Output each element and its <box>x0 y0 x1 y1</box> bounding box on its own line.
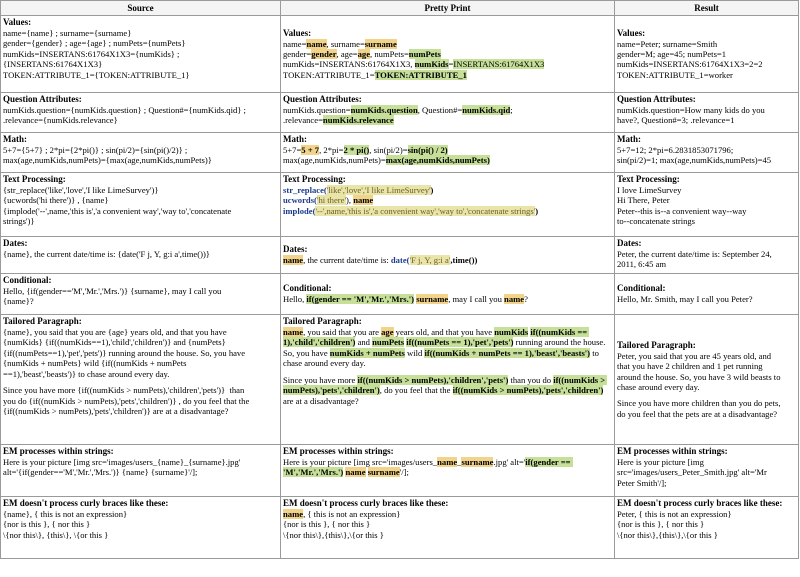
em-result-line: src='images/users_Peter_Smith.jpg' alt='Mr <box>617 467 767 478</box>
variable-token: INSERTANS:61764X1X3 <box>453 59 545 70</box>
header-source: Source <box>1 1 281 16</box>
plain-text: than you do <box>508 374 554 385</box>
curly-source-line: \{nor this\}, {this\}, \{or this } <box>3 529 109 540</box>
em-result-cell <box>615 445 799 497</box>
math-pretty-cell <box>281 133 615 173</box>
tailored-source-line: {numKids} {if((numKids==1),'child','children')} and {numPets} <box>3 337 226 348</box>
variable-token: name <box>345 467 366 478</box>
em-result-line: Here is your picture [img <box>617 456 704 467</box>
text-source-cell <box>1 173 281 237</box>
em-source-line: Here is your picture [img src='images/users_{name}_{surname}.jpg' <box>3 456 241 467</box>
variable-token: age <box>381 326 394 337</box>
text-label: Text Processing: <box>617 174 680 184</box>
question-result-cell <box>615 93 799 133</box>
values-source-line: name={name} ; surname={surname} <box>3 27 132 38</box>
math-label: Math: <box>617 134 641 144</box>
string-token: '--',name,'this is','a convenient way','way to','concatenate strings' <box>315 205 536 216</box>
plain-text: {nor is this }, { nor this } <box>283 519 371 530</box>
plain-text: numKids=INSERTANS:61764X1X3, <box>283 59 415 70</box>
values-source-line: {INSERTANS:61764X1X3} <box>3 59 103 70</box>
text-source-line: {str_replace('like','love','I like LimeSurvey')} <box>3 184 159 195</box>
conditional-source-cell <box>1 274 281 315</box>
function-token: ,time()) <box>450 255 478 266</box>
values-label: Values: <box>3 17 32 27</box>
plain-text: .jpg' alt=' <box>493 456 526 467</box>
dates-label: Dates: <box>283 244 308 255</box>
text-result-cell <box>615 173 799 237</box>
values-result-line: numKids=INSERTANS:61764X1X3=2=2 <box>617 59 763 70</box>
conditional-source-line: Hello, {if(gender=='M','Mr.','Mrs.')} {surname}, may I call you <box>3 285 222 296</box>
variable-token: name <box>306 38 327 49</box>
variable-token: age <box>357 49 371 59</box>
question-result-line: have?, Question#=3; .relevance=1 <box>617 115 735 126</box>
tailored-label: Tailored Paragraph: <box>283 316 362 326</box>
tailored-source-line: {if((numPets==1),'pet','pets')} running around the house. So, you have <box>3 347 246 358</box>
em-label: EM processes within strings: <box>283 446 394 456</box>
plain-text: , do you feel that the <box>379 385 453 396</box>
tailored-result-cell <box>615 315 799 445</box>
curly-result-line: Peter, { this is not an expression} <box>617 508 732 519</box>
values-result-line: TOKEN:ATTRIBUTE_1=worker <box>617 69 733 80</box>
tailored-source-line: ==1),'beast','beasts')} to chase around every day. <box>3 368 170 379</box>
plain-text: years old, and that you have <box>393 326 495 337</box>
plain-text: running around the house. So, you have <box>283 337 608 358</box>
conditional-pretty-cell <box>281 274 615 315</box>
curly-label: EM doesn't process curly braces like these: <box>283 498 449 508</box>
row-conditional <box>1 274 799 315</box>
plain-text: and <box>355 337 373 348</box>
variable-token: numKids <box>414 59 449 70</box>
plain-text: , the current date/time is: <box>303 255 391 266</box>
row-values <box>1 16 799 93</box>
dates-result-line: 2011, 6:45 am <box>617 259 667 270</box>
expression-token: if((numKids > numPets),'pets','children') <box>452 385 604 396</box>
dates-result-cell <box>615 237 799 274</box>
values-result-line: name=Peter; surname=Smith <box>617 38 718 49</box>
plain-text: _ <box>457 456 462 467</box>
variable-token: numPets <box>408 49 441 59</box>
curly-source-line: {name}, { this is not an expression} <box>3 508 128 519</box>
variable-token: gender <box>311 49 337 59</box>
dates-label: Dates: <box>3 238 28 248</box>
values-pretty-cell <box>281 16 615 93</box>
plain-text: , numPets= <box>370 49 409 59</box>
conditional-label: Conditional: <box>617 283 666 294</box>
tailored-label: Tailored Paragraph: <box>3 316 82 326</box>
text-result-line: to--concatenate strings <box>617 216 696 227</box>
text-pretty-cell <box>281 173 615 237</box>
row-question-attributes <box>1 93 799 133</box>
dates-label: Dates: <box>617 238 642 248</box>
expression-token: if((numKids > numPets),'pets','children') <box>283 374 608 396</box>
function-token: date( <box>390 255 410 266</box>
plain-text: gender= <box>283 49 312 59</box>
expression-token: if((numKids + numPets == 1),'beast','beasts') <box>424 347 591 358</box>
values-source-cell <box>1 16 281 93</box>
expression-token: numKids + numPets <box>329 347 405 358</box>
values-source-line: gender={gender} ; age={age} ; numPets={numPets} <box>3 38 186 49</box>
variable-token: surname <box>416 294 449 305</box>
plain-text: Since you have more <box>283 374 358 385</box>
conditional-label: Conditional: <box>283 283 332 294</box>
dates-result-line: Peter, the current date/time is: September 24, <box>617 248 772 259</box>
variable-token: name <box>353 195 374 206</box>
row-text-processing <box>1 173 799 237</box>
tailored-source-line: {numKids + numPets} wild {if((numKids + numPets <box>3 358 187 369</box>
header-result: Result <box>615 1 799 16</box>
tailored-source-cell <box>1 315 281 445</box>
text-result-line: Hi There, Peter <box>617 195 670 206</box>
plain-text: , age= <box>336 49 358 59</box>
tailored-label: Tailored Paragraph: <box>617 339 696 350</box>
text-result-line: I love LimeSurvey <box>617 184 682 195</box>
plain-text: 5+7= <box>283 144 302 155</box>
string-token: 'hi there' <box>316 195 347 206</box>
text-result-line: Peter--this is--a convenient way--way <box>617 205 747 216</box>
values-label: Values: <box>283 27 312 38</box>
curly-result-line: {nor is this }, { nor this } <box>617 519 705 530</box>
conditional-source-line: {name}? <box>3 296 34 307</box>
expression-token: 2 * pi() <box>343 144 370 155</box>
variable-token: name <box>437 456 458 467</box>
values-result-line: gender=M; age=45; numPets=1 <box>617 49 727 59</box>
expression-token: if((numPets == 1),'pet','pets') <box>406 337 514 348</box>
function-token: str_replace( <box>283 184 327 195</box>
plain-text: Hello, <box>283 294 307 305</box>
values-label: Values: <box>617 27 646 38</box>
text-source-line: strings')} <box>3 216 35 227</box>
plain-text: max(age,numKids,numPets)= <box>283 155 386 166</box>
em-source-line: alt='{if(gender=='M','Mr.','Mrs.')} {name} {surname}'/]; <box>3 467 198 478</box>
tailored-result-line: do you feel that the pets are at a disadvantage? <box>617 408 778 419</box>
variable-token: TOKEN:ATTRIBUTE_1 <box>374 69 467 80</box>
math-label: Math: <box>3 134 27 144</box>
conditional-label: Conditional: <box>3 275 52 285</box>
values-result-cell <box>615 16 799 93</box>
plain-text: wild <box>404 347 425 358</box>
plain-text: , sin(pi/2)= <box>369 144 408 155</box>
plain-text: .relevance= <box>283 115 323 126</box>
plain-text: , Question#= <box>417 104 463 115</box>
expression-token: if((numKids == 1),'child','children') <box>283 326 590 348</box>
variable-token: surname <box>364 38 397 49</box>
tailored-result-line: that you have 2 children and 1 pet running <box>617 361 763 372</box>
plain-text: = <box>448 59 454 70</box>
curly-result-cell <box>615 497 799 559</box>
function-token: ucwords( <box>283 195 317 206</box>
question-pretty-cell <box>281 93 615 133</box>
plain-text: \{nor this\},{this\},\{or this } <box>283 529 384 540</box>
math-result-line: 5+7=12; 2*pi=6.2831853071796; <box>617 144 734 155</box>
tailored-source-line: {if((numKids > numPets),'pets','children')} are at a disadvantage? <box>3 406 229 417</box>
variable-token: name <box>283 508 304 519</box>
math-label: Math: <box>283 134 307 144</box>
math-source-line: 5+7={5+7} ; 2*pi={2*pi()} ; sin(pi/2)={sin(pi()/2)} ; <box>3 144 188 155</box>
question-label: Question Attributes: <box>617 94 696 104</box>
plain-text: , may I call you <box>448 294 505 305</box>
variable-token: numKids.qid <box>462 104 511 115</box>
curly-source-cell <box>1 497 281 559</box>
tailored-result-line: around the house. So, you have 3 wild beasts to <box>617 371 781 382</box>
tailored-source-line: you do {if((numKids > numPets),'pets','children')} , do you feel that the <box>3 395 250 406</box>
conditional-result-cell <box>615 274 799 315</box>
variable-token: numKids.relevance <box>322 115 394 126</box>
text-label: Text Processing: <box>3 174 66 184</box>
plain-text: , surname= <box>326 38 365 49</box>
dates-source-cell <box>1 237 281 274</box>
function-token: implode( <box>283 205 316 216</box>
plain-text: name= <box>283 38 307 49</box>
question-source-line: numKids.question={numKids.question} ; Question#={numKids.qid} ; <box>3 104 246 115</box>
question-source-line: .relevance={numKids.relevance} <box>3 115 118 126</box>
expression-token: if(gender == 'M','Mr.','Mrs.') <box>306 294 415 305</box>
question-source-cell <box>1 93 281 133</box>
math-result-line: sin(pi/2)=1; max(age,numKids,numPets)=45 <box>617 155 772 166</box>
em-label: EM processes within strings: <box>617 446 728 456</box>
tailored-pretty-cell <box>281 315 615 445</box>
string-token: 'like','love','I like LimeSurvey' <box>326 184 431 195</box>
variable-token: name <box>504 294 525 305</box>
row-curly-braces <box>1 497 799 559</box>
curly-label: EM doesn't process curly braces like these: <box>617 498 783 508</box>
plain-text: ; <box>510 104 513 115</box>
variable-token: numKids <box>494 326 529 337</box>
curly-source-line: {nor is this }, { nor this } <box>3 519 91 530</box>
text-source-line: {implode('--',name,'this is','a convenient way','way to','concatenate <box>3 205 232 216</box>
dates-pretty-cell <box>281 237 615 274</box>
em-pretty-cell <box>281 445 615 497</box>
variable-token: numPets <box>372 337 405 348</box>
tailored-source-line: Since you have more {if((numKids > numPets),'children','pets')} than <box>3 385 245 396</box>
expression-token: if(gender == 'M','Mr.','Mrs.') <box>283 456 573 478</box>
variable-token: numKids.question <box>350 104 418 115</box>
expression-token: if((numKids > numPets),'children','pets') <box>357 374 509 385</box>
values-source-line: numKids=INSERTANS:61764X1X3={numKids} ; <box>3 48 180 59</box>
question-label: Question Attributes: <box>283 94 362 104</box>
conditional-result-line: Hello, Mr. Smith, may I call you Peter? <box>617 294 753 305</box>
question-label: Question Attributes: <box>3 94 82 104</box>
math-source-line: max(age,numKids,numPets)={max(age,numKids,numPets)} <box>3 155 212 166</box>
variable-token: surname <box>367 467 400 478</box>
variable-token: surname <box>461 456 494 467</box>
expression-token: 5 + 7 <box>301 144 320 155</box>
plain-text: , 2*pi= <box>319 144 344 155</box>
em-label: EM processes within strings: <box>3 446 114 456</box>
curly-label: EM doesn't process curly braces like these: <box>3 498 169 508</box>
text-source-line: {ucwords('hi there')} , {name} <box>3 195 109 206</box>
question-result-line: numKids.question=How many kids do you <box>617 104 765 115</box>
values-source-line: TOKEN:ATTRIBUTE_1={TOKEN:ATTRIBUTE_1} <box>3 69 190 80</box>
curly-pretty-cell <box>281 497 615 559</box>
variable-token: name <box>283 326 304 337</box>
em-result-line: Peter Smith'/]; <box>617 477 667 488</box>
row-tailored-paragraph <box>1 315 799 445</box>
tailored-source-line: {name}, you said that you are {age} years old, and that you have <box>3 326 227 337</box>
header-pretty-print: Pretty Print <box>281 1 615 16</box>
header-row <box>1 1 799 16</box>
dates-source-line: {name}, the current date/time is: {date('F j, Y, g:i a',time())} <box>3 248 210 259</box>
expression-token: max(age,numKids,numPets) <box>385 155 490 166</box>
em-source-cell <box>1 445 281 497</box>
plain-text: ) <box>430 184 434 195</box>
row-math <box>1 133 799 173</box>
plain-text: Here is your picture [img src='images/users_ <box>283 456 438 467</box>
plain-text: are at a disadvantage? <box>283 385 606 406</box>
curly-result-line: \{nor this\},{this\},\{or this } <box>617 529 718 540</box>
plain-text: ? <box>524 294 528 305</box>
string-token: 'F j, Y, g:i a' <box>409 255 451 266</box>
tailored-result-line: chase around every day. <box>617 381 700 392</box>
plain-text: '/]; <box>399 467 409 478</box>
text-label: Text Processing: <box>283 174 346 184</box>
variable-token: name <box>283 255 304 266</box>
tailored-result-line: Since you have more children than you do pets, <box>617 398 781 409</box>
row-dates <box>1 237 799 274</box>
plain-text: , you said that you are <box>303 326 382 337</box>
plain-text: TOKEN:ATTRIBUTE_1= <box>283 69 375 80</box>
plain-text: , { this is not an expression} <box>303 508 401 519</box>
tailored-result-line: Peter, you said that you are 45 years old, and <box>617 350 772 361</box>
plain-text: numKids.question= <box>283 104 351 115</box>
expression-token: sin(pi() / 2) <box>407 144 448 155</box>
row-em-strings <box>1 445 799 497</box>
math-result-cell <box>615 133 799 173</box>
math-source-cell <box>1 133 281 173</box>
plain-text: ), <box>346 195 354 206</box>
plain-text: ) <box>535 205 539 216</box>
plain-text: to chase around every day. <box>283 347 602 369</box>
